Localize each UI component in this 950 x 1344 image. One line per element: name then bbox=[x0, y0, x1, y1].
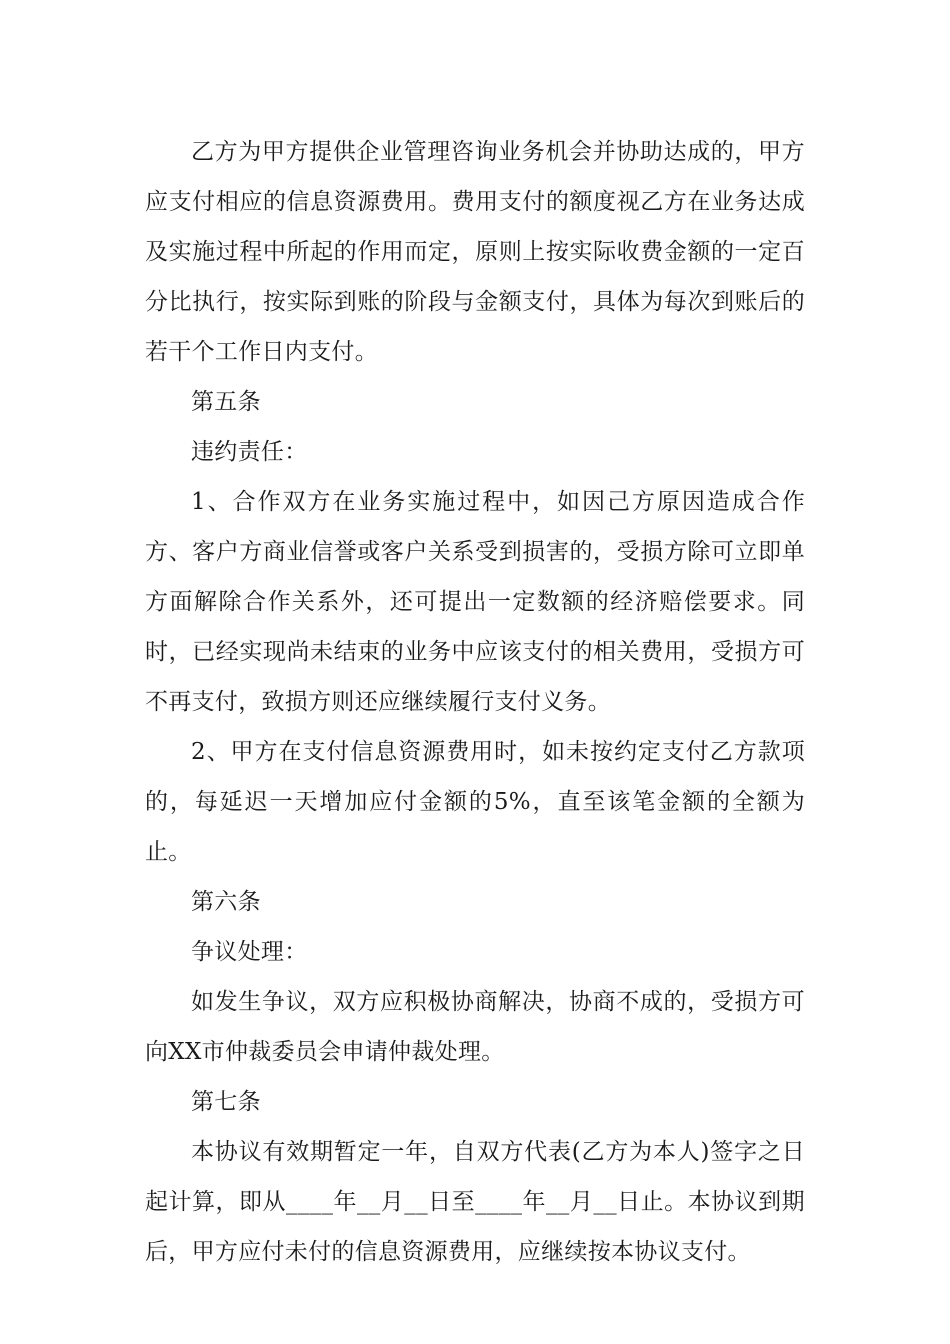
article-6-heading: 第六条 bbox=[191, 889, 261, 915]
paragraph-dispute-resolution: 如发生争议，双方应积极协商解决，协商不成的，受损方可向XX市仲裁委员会申请仲裁处理。 bbox=[145, 989, 805, 1065]
document-body bbox=[145, 127, 805, 1277]
paragraph-fee-payment: 乙方为甲方提供企业管理咨询业务机会并协助达成的，甲方应支付相应的信息资源费用。费用支付的额度视乙方在业务达成及实施过程中所起的作用而定，原则上按实际收费金额的一定百分比执行，按实际到账的阶段与金额支付，具体为每次到账后的若干个工作日内支付。 bbox=[145, 139, 805, 365]
paragraph-breach-clause-1: 1、合作双方在业务实施过程中，如因己方原因造成合作方、客户方商业信誉或客户关系受到损害的，受损方除可立即单方面解除合作关系外，还可提出一定数额的经济赔偿要求。同时，已经实现尚未结束的业务中应该支付的相关费用，受损方可不再支付，致损方则还应继续履行支付义务。 bbox=[145, 489, 805, 715]
article-7-heading: 第七条 bbox=[191, 1089, 261, 1115]
breach-liability-heading: 违约责任： bbox=[191, 439, 308, 465]
paragraph-breach-clause-2: 2、甲方在支付信息资源费用时，如未按约定支付乙方款项的，每延迟一天增加应付金额的5%，直至该笔金额的全额为止。 bbox=[145, 739, 805, 865]
article-5-heading: 第五条 bbox=[191, 389, 261, 415]
dispute-resolution-heading: 争议处理： bbox=[191, 939, 308, 965]
paragraph-validity-period: 本协议有效期暂定一年，自双方代表(乙方为本人)签字之日起计算，即从____年__月__日至____年__月__日止。本协议到期后，甲方应付未付的信息资源费用，应继续按本协议支付。 bbox=[145, 1139, 805, 1265]
